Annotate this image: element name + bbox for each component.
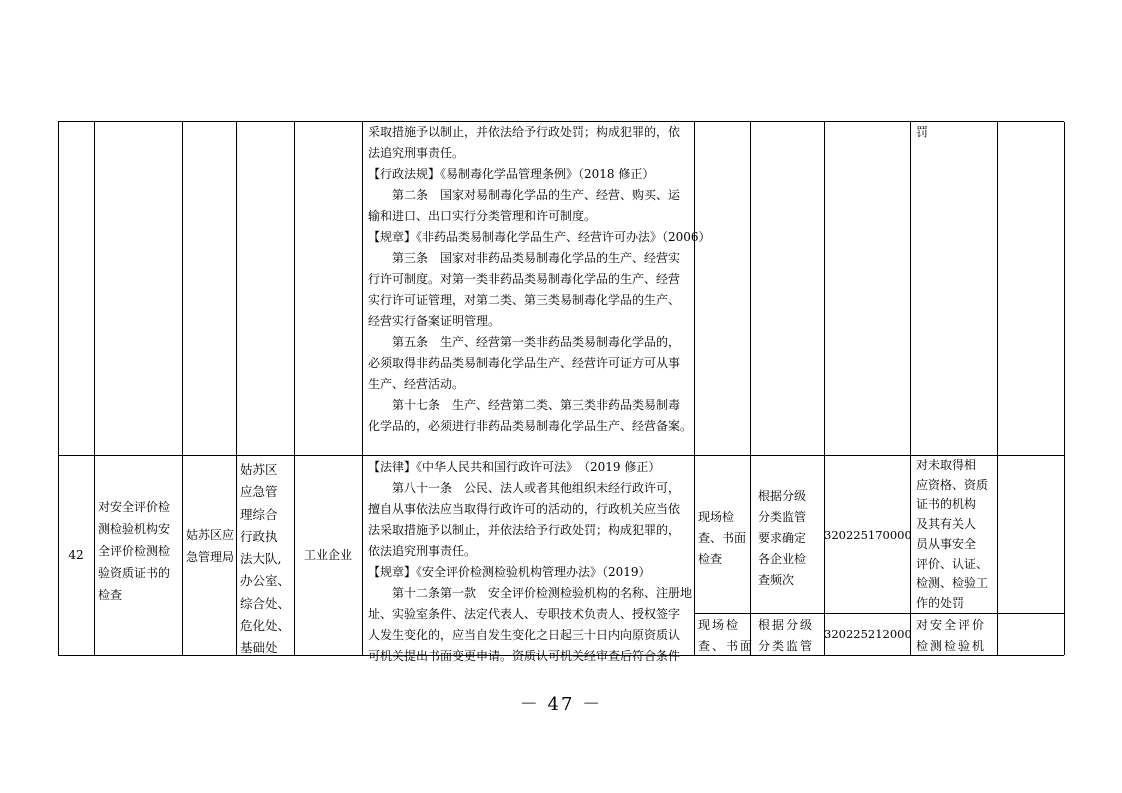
row-number: 42: [68, 548, 84, 562]
text-line: 综合处、: [240, 595, 291, 611]
text-line: 【规章】《安全评价检测检验机构管理办法》（2019）: [368, 565, 651, 579]
text-line: 评价、认证、: [916, 556, 989, 571]
text-line: 检测检验机: [916, 639, 987, 653]
legal-basis-text: [368, 457, 692, 667]
page-number: － 47 －: [519, 694, 603, 715]
text-line: 要求确定: [758, 531, 807, 545]
penalty-text: [916, 456, 988, 614]
inspection-method: [698, 507, 746, 570]
text-line: 姑苏区: [240, 462, 278, 477]
text-line: 采取措施予以制止，并依法给予行政处罚；构成犯罪的，依: [368, 125, 681, 139]
text-line: 人发生变化的，应当自发生变化之日起三十日内向原资质认: [368, 628, 681, 642]
legal-basis-text: [368, 122, 711, 437]
executing-unit: [240, 459, 292, 660]
column-divider: [997, 122, 998, 655]
item-code: 320225212000: [824, 627, 912, 641]
text-line: 行许可制度。对第一类非药品类易制毒化学品的生产、经营: [368, 272, 681, 286]
inspection-frequency: [758, 615, 814, 657]
column-divider: [750, 122, 751, 655]
text-line: 法追究刑事责任。: [368, 146, 465, 160]
row-divider: [58, 455, 1064, 456]
text-line: 输和进口、出口实行分类管理和许可制度。: [368, 209, 597, 223]
text-line: 员从事安全: [916, 536, 977, 551]
text-line: 必须取得非药品类易制毒化学品生产、经营许可证方可从事: [368, 356, 681, 370]
inspection-method: [698, 615, 754, 657]
text-line: 【法律】《中华人民共和国行政许可法》 （2019 修正）: [368, 460, 661, 474]
text-line: 查频次: [758, 573, 795, 587]
text-line: 查、书面: [698, 531, 747, 545]
regulation-table: [58, 121, 1064, 663]
column-divider: [694, 122, 695, 655]
text-line: 现场检: [698, 510, 735, 524]
text-line: 及其有关人: [916, 517, 977, 532]
column-divider: [824, 122, 825, 655]
item-code: 320225170000: [824, 528, 912, 542]
text-line: 可机关提出书面变更申请。资质认可机关经审查后符合条件: [368, 649, 681, 663]
text-line: 分类监管: [758, 639, 815, 653]
column-divider: [910, 122, 911, 655]
text-line: 第二条 国家对易制毒化学品的生产、经营、购买、运: [392, 188, 681, 202]
text-line: 证书的机构: [916, 497, 977, 512]
text-line: 【行政法规】《易制毒化学品管理条例》（2018 修正）: [368, 167, 655, 181]
text-line: 依法追究刑事责任。: [368, 544, 477, 558]
column-divider: [94, 122, 95, 655]
text-line: 第十二条第一款 安全评价检测检验机构的名称、注册地: [392, 586, 693, 600]
text-line: 理综合: [240, 506, 278, 522]
text-line: 应急管: [240, 484, 278, 500]
column-divider: [294, 122, 295, 655]
text-line: 法采取措施予以制止，并依法给予行政处罚；构成犯罪的，: [368, 523, 681, 537]
text-line: 对安全评价: [916, 618, 987, 632]
inspection-target: 工业企业: [303, 548, 352, 562]
text-line: 第八十一条 公民、法人或者其他组织未经行政许可，: [392, 481, 681, 495]
text-line: 分类监管: [758, 510, 807, 524]
text-line: 第十七条 生产、经营第二类、第三类非药品类易制毒: [392, 398, 681, 412]
text-line: 【规章】《非药品类易制毒化学品生产、经营许可办法》（2006）: [368, 230, 711, 244]
text-line: 行政执: [240, 528, 278, 544]
table-border-right: [1064, 122, 1065, 655]
text-line: 化学品的，必须进行非药品类易制毒化学品生产、经营备案。: [368, 419, 693, 433]
text-line: 各企业检: [758, 552, 807, 566]
text-line: 应资格、资质: [916, 477, 989, 492]
text-line: 第五条 生产、经营第一类非药品类易制毒化学品的，: [392, 335, 681, 349]
penalty-text: 罚: [916, 125, 929, 139]
text-line: 办公室、: [240, 573, 291, 589]
text-line: 查、书面: [698, 639, 755, 653]
text-line: 址、实验室条件、法定代表人、专职技术负责人、授权签字: [368, 607, 681, 621]
text-line: 基础处: [240, 640, 278, 656]
text-line: 现场检: [698, 618, 741, 632]
text-line: 第三条 国家对非药品类易制毒化学品的生产、经营实: [392, 251, 681, 265]
text-line: 根据分级: [758, 618, 815, 632]
column-divider: [362, 122, 363, 655]
text-line: 实行许可证管理，对第二类、第三类易制毒化学品的生产、: [368, 293, 681, 307]
penalty-text: [916, 615, 986, 657]
text-line: 擅自从事依法应当取得行政许可的活动的，行政机关应当依: [368, 502, 681, 516]
text-line: 生产、经营活动。: [368, 377, 465, 391]
text-line: 检查: [698, 552, 723, 566]
column-divider: [182, 122, 183, 655]
table-border-left: [58, 122, 59, 655]
text-line: 作的处罚: [916, 595, 965, 610]
subrow-divider: [694, 613, 1064, 614]
department: 姑苏区应急管理局: [186, 528, 235, 564]
text-line: 法大队,: [240, 551, 282, 567]
text-line: 经营实行备案证明管理。: [368, 314, 501, 328]
inspection-frequency: [758, 486, 806, 591]
text-line: 危化处、: [240, 618, 291, 634]
text-line: 对未取得相: [916, 458, 977, 472]
text-line: 根据分级: [758, 489, 807, 503]
inspection-item: 对安全评价检测检验机构安全评价检测检验资质证书的检查: [98, 500, 171, 602]
text-line: 检测、检验工: [916, 576, 989, 591]
column-divider: [236, 122, 237, 655]
